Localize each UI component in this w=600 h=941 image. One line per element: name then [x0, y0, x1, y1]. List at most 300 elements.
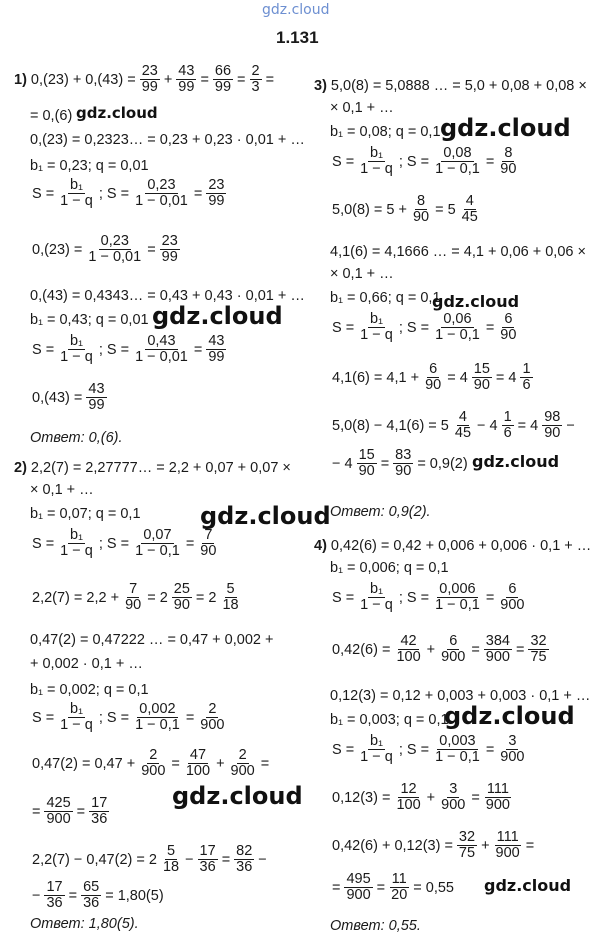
- denominator: 100: [396, 649, 421, 665]
- fraction: [44, 796, 72, 827]
- p4-line-1: [312, 538, 593, 554]
- numerator: 1: [503, 409, 512, 425]
- denominator: 90: [425, 377, 442, 393]
- p2-line-2: × 0,1 + …: [30, 482, 94, 498]
- fraction: [484, 782, 512, 813]
- numerator: 495: [346, 871, 371, 887]
- p3-number: 3): [314, 78, 327, 94]
- numerator: 47: [189, 747, 207, 763]
- p1-line-10: [30, 382, 109, 413]
- fraction: [433, 582, 482, 613]
- expr: = 5: [435, 201, 456, 218]
- fraction: [357, 448, 377, 479]
- equals-sign: =: [237, 71, 246, 88]
- expr: − 4: [477, 417, 498, 434]
- fraction: [498, 312, 518, 343]
- numerator: 17: [199, 843, 216, 859]
- denominator: 36: [236, 859, 253, 875]
- p1-line-6: [30, 234, 182, 265]
- sum-label: ; S =: [398, 589, 430, 606]
- p1-sum-formula-2: [30, 334, 228, 365]
- denominator: 1 − 0,1: [135, 543, 180, 559]
- fraction: [176, 64, 196, 95]
- numerator: 384: [485, 633, 510, 649]
- p4-answer: Ответ: 0,55.: [330, 918, 421, 934]
- expr: =: [332, 879, 341, 896]
- denominator: 6: [503, 425, 512, 441]
- equals-sign: =: [185, 535, 195, 552]
- denominator: 99: [161, 249, 178, 265]
- numerator: 0,003: [439, 733, 476, 749]
- p2-line-8: b₁ = 0,002; q = 0,1: [30, 682, 149, 698]
- fraction: [528, 634, 548, 665]
- p4-line-8: [330, 782, 514, 813]
- p1-line-8: b₁ = 0,43; q = 0,01: [30, 312, 149, 328]
- equals-sign: =: [193, 341, 203, 358]
- fraction: [344, 872, 372, 903]
- expr: =: [525, 837, 535, 854]
- denominator: 36: [91, 811, 108, 827]
- fraction: [86, 382, 106, 413]
- denominator: 1 − q: [60, 717, 93, 733]
- numerator: 23: [141, 63, 158, 79]
- numerator: 23: [208, 177, 225, 193]
- p1-line-3: 0,(23) = 0,2323… = 0,23 + 0,23 · 0,01 + …: [30, 132, 305, 148]
- numerator: 0,07: [143, 527, 172, 543]
- p2-line-11: [30, 796, 111, 827]
- fraction: [494, 830, 522, 861]
- denominator: 900: [500, 597, 525, 613]
- denominator: 1 − 0,1: [435, 749, 480, 765]
- numerator: b₁: [70, 527, 83, 543]
- equals-sign: =: [193, 185, 203, 202]
- header-watermark: gdz.cloud: [262, 2, 330, 18]
- expr: +: [481, 837, 490, 854]
- fraction: [389, 872, 409, 903]
- expr: =: [221, 851, 231, 868]
- fraction: [453, 410, 473, 441]
- expr: 2,2(7) = 2,2 +: [32, 589, 120, 606]
- sum-label: ; S =: [98, 535, 130, 552]
- fraction: [213, 64, 233, 95]
- p1-line-2: = 0,(6): [30, 108, 73, 124]
- sum-label: S =: [32, 535, 55, 552]
- equals-sign: =: [200, 71, 209, 88]
- p3-line-2: × 0,1 + …: [330, 100, 394, 116]
- numerator: 1: [522, 361, 531, 377]
- denominator: 900: [485, 797, 510, 813]
- sum-label: S =: [32, 341, 55, 358]
- fraction: [502, 410, 514, 441]
- sum-label: ; S =: [398, 741, 430, 758]
- numerator: 17: [46, 879, 63, 895]
- expr: −: [185, 851, 194, 868]
- numerator: b₁: [370, 311, 383, 327]
- fraction: [358, 146, 395, 177]
- equals-sign: =: [147, 241, 156, 258]
- expr: = 4: [447, 369, 468, 386]
- expr: − 4: [332, 455, 353, 472]
- fraction: [133, 528, 182, 559]
- fraction: [206, 178, 226, 209]
- p2-answer: Ответ: 1,80(5).: [30, 916, 139, 932]
- p2-sum-formula-2: [30, 702, 228, 733]
- numerator: 6: [504, 311, 513, 327]
- numerator: 11: [391, 871, 407, 887]
- denominator: 1 − 0,01: [135, 193, 188, 209]
- numerator: 2: [238, 747, 247, 763]
- denominator: 18: [162, 859, 180, 875]
- denominator: 1 − q: [360, 327, 393, 343]
- numerator: 17: [91, 795, 108, 811]
- numerator: 12: [400, 781, 417, 797]
- numerator: 43: [88, 381, 105, 397]
- expr: −: [566, 417, 575, 434]
- denominator: 99: [88, 397, 105, 413]
- fraction: [520, 362, 532, 393]
- fraction: [358, 734, 395, 765]
- p4-sum-formula-1: [330, 582, 528, 613]
- equals-sign: =: [485, 153, 495, 170]
- fraction: [206, 334, 226, 365]
- denominator: 900: [441, 797, 466, 813]
- denominator: 1 − 0,01: [88, 249, 142, 265]
- numerator: 83: [395, 447, 412, 463]
- exercise-number: 1.131: [276, 28, 319, 47]
- fraction: [411, 194, 431, 225]
- sum-label: S =: [32, 185, 55, 202]
- numerator: 0,002: [139, 701, 176, 717]
- expr: = 2: [195, 589, 217, 606]
- p3-line-5: [330, 194, 482, 225]
- expr: 5,0(8) = 5 +: [332, 201, 407, 218]
- denominator: 90: [200, 543, 217, 559]
- expr: 5,0(8) = 5,0888 … = 5,0 + 0,08 + 0,08 ×: [330, 78, 587, 94]
- denominator: 900: [495, 845, 520, 861]
- expr: = 4: [495, 369, 517, 386]
- expr: −: [32, 887, 41, 904]
- fraction: [433, 734, 482, 765]
- denominator: 1 − 0,1: [435, 597, 480, 613]
- denominator: 99: [208, 349, 225, 365]
- p1-line-7: 0,(43) = 0,4343… = 0,43 + 0,43 · 0,01 + …: [30, 288, 305, 304]
- fraction: [358, 582, 395, 613]
- p2-line-5: [30, 582, 243, 613]
- fraction: [123, 582, 143, 613]
- denominator: 900: [441, 649, 466, 665]
- fraction: [81, 880, 101, 911]
- p2-line-1: [12, 460, 293, 476]
- denominator: 1 − q: [360, 161, 393, 177]
- numerator: 2: [251, 63, 260, 79]
- numerator: 15: [473, 361, 490, 377]
- denominator: 900: [141, 763, 166, 779]
- fraction: [484, 634, 512, 665]
- expr: = 0,9(2): [417, 455, 468, 472]
- expr: 0,(43) =: [32, 389, 83, 406]
- p4-line-6: b₁ = 0,003; q = 0,1: [330, 712, 449, 728]
- p4-line-2: b₁ = 0,006; q = 0,1: [330, 560, 449, 576]
- denominator: 99: [178, 79, 195, 95]
- denominator: 90: [500, 161, 517, 177]
- numerator: 2: [208, 701, 217, 717]
- plus-sign: +: [163, 71, 173, 88]
- expr: = 1,80(5): [105, 887, 164, 904]
- p3-line-11: [330, 410, 577, 441]
- expr: =: [260, 755, 270, 772]
- expr: −: [258, 851, 267, 868]
- denominator: 90: [544, 425, 561, 441]
- fraction: [394, 634, 422, 665]
- expr: =: [380, 455, 390, 472]
- sum-label: ; S =: [98, 185, 130, 202]
- numerator: 4: [458, 409, 467, 425]
- p1-expr: 0,(23) + 0,(43) =: [30, 71, 136, 88]
- fraction: [89, 796, 109, 827]
- denominator: 1 − q: [360, 597, 393, 613]
- fraction: [423, 362, 443, 393]
- fraction: [198, 528, 218, 559]
- p3-sum-formula-1: [330, 146, 520, 177]
- p4-line-4: [330, 634, 551, 665]
- expr: = 2: [147, 589, 168, 606]
- p4-line-10: [330, 872, 456, 903]
- p2-line-13: [30, 880, 166, 911]
- p3-line-6: 4,1(6) = 4,1666 … = 4,1 + 0,06 + 0,06 ×: [330, 244, 586, 260]
- numerator: b₁: [370, 733, 383, 749]
- denominator: 1 − 0,1: [135, 717, 180, 733]
- fraction: [542, 410, 562, 441]
- numerator: b₁: [370, 581, 383, 597]
- fraction: [58, 334, 95, 365]
- expr: =: [32, 803, 41, 820]
- watermark: gdz.cloud: [200, 502, 331, 530]
- fraction: [460, 194, 480, 225]
- fraction: [58, 528, 95, 559]
- numerator: 32: [458, 829, 476, 845]
- fraction: [229, 748, 257, 779]
- numerator: 23: [161, 233, 178, 249]
- watermark: gdz.cloud: [444, 702, 575, 730]
- denominator: 99: [141, 79, 158, 95]
- numerator: 6: [429, 361, 438, 377]
- denominator: 90: [395, 463, 412, 479]
- numerator: 42: [400, 633, 417, 649]
- numerator: 0,23: [147, 177, 176, 193]
- numerator: b₁: [70, 177, 83, 193]
- numerator: 3: [449, 781, 458, 797]
- numerator: 0,08: [443, 145, 472, 161]
- expr: 5,0(8) − 4,1(6) = 5: [332, 417, 449, 434]
- expr: 4,1(6) = 4,1 +: [332, 369, 420, 386]
- expr: +: [426, 641, 436, 658]
- denominator: 1 − q: [60, 193, 93, 209]
- fraction: [184, 748, 212, 779]
- fraction: [133, 702, 182, 733]
- numerator: 111: [496, 829, 519, 845]
- p1-sum-formula-1: [30, 178, 228, 209]
- p3-line-1: [312, 78, 589, 94]
- numerator: 6: [449, 633, 458, 649]
- denominator: 900: [46, 811, 71, 827]
- watermark: gdz.cloud: [440, 114, 571, 142]
- numerator: 2: [149, 747, 158, 763]
- denominator: 1 − q: [60, 349, 93, 365]
- p3-sum-formula-2: [330, 312, 520, 343]
- watermark: gdz.cloud: [472, 452, 560, 471]
- numerator: 5: [226, 581, 235, 597]
- numerator: 65: [83, 879, 100, 895]
- fraction: [133, 178, 190, 209]
- numerator: 5: [166, 843, 176, 859]
- sum-label: ; S =: [98, 341, 130, 358]
- p1-answer: Ответ: 0,(6).: [30, 430, 123, 446]
- expr: 0,42(6) + 0,12(3) =: [332, 837, 453, 854]
- p3-line-7: × 0,1 + …: [330, 266, 394, 282]
- expr: =: [471, 789, 480, 806]
- expr: =: [471, 641, 480, 658]
- denominator: 36: [199, 859, 216, 875]
- denominator: 900: [485, 649, 510, 665]
- equals-sign: =: [265, 71, 275, 88]
- sum-label: ; S =: [398, 319, 430, 336]
- expr: =: [516, 641, 525, 658]
- equals-sign: =: [485, 589, 495, 606]
- sum-label: ; S =: [398, 153, 430, 170]
- fraction: [139, 748, 167, 779]
- denominator: 99: [208, 193, 225, 209]
- denominator: 36: [46, 895, 63, 911]
- denominator: 90: [473, 377, 490, 393]
- fraction: [86, 234, 143, 265]
- denominator: 75: [530, 649, 547, 665]
- numerator: 0,06: [443, 311, 472, 327]
- p4-number: 4): [314, 538, 327, 554]
- expr: 0,42(6) = 0,42 + 0,006 + 0,006 · 0,1 + …: [330, 538, 592, 554]
- p4-sum-formula-2: [330, 734, 528, 765]
- fraction: [498, 582, 526, 613]
- denominator: 90: [412, 209, 430, 225]
- watermark: gdz.cloud: [152, 302, 283, 330]
- fraction: [393, 448, 413, 479]
- fraction: [58, 702, 95, 733]
- p2-line-10: [30, 748, 271, 779]
- sum-label: S =: [332, 319, 355, 336]
- fraction: [358, 312, 395, 343]
- watermark: gdz.cloud: [76, 104, 158, 122]
- fraction: [498, 146, 518, 177]
- denominator: 45: [454, 425, 472, 441]
- sum-label: ; S =: [98, 709, 130, 726]
- expr: = 0,55: [413, 879, 454, 896]
- expr: =: [76, 803, 86, 820]
- watermark: gdz.cloud: [432, 292, 520, 311]
- fraction: [198, 844, 218, 875]
- sum-label: S =: [332, 589, 355, 606]
- p1-line-4: b₁ = 0,23; q = 0,01: [30, 158, 149, 174]
- expr: 2,2(7) − 0,47(2) = 2: [32, 851, 157, 868]
- expr: = 4: [517, 417, 539, 434]
- p2-line-7: + 0,002 · 0,1 + …: [30, 656, 143, 672]
- fraction: [439, 634, 467, 665]
- denominator: 20: [391, 887, 408, 903]
- denominator: 90: [358, 463, 375, 479]
- numerator: 15: [358, 447, 375, 463]
- p4-line-9: [330, 830, 536, 861]
- fraction: [140, 64, 160, 95]
- numerator: 43: [208, 333, 225, 349]
- numerator: 0,43: [147, 333, 176, 349]
- expr: =: [171, 755, 180, 772]
- numerator: 32: [530, 633, 547, 649]
- expr: 0,47(2) = 0,47 +: [32, 755, 136, 772]
- numerator: 425: [46, 795, 71, 811]
- fraction: [220, 582, 240, 613]
- numerator: 25: [173, 581, 190, 597]
- p2-sum-formula-1: [30, 528, 220, 559]
- denominator: 1 − q: [60, 543, 93, 559]
- denominator: 90: [125, 597, 142, 613]
- denominator: 18: [222, 597, 239, 613]
- p2-number: 2): [14, 460, 27, 476]
- sum-label: S =: [332, 153, 355, 170]
- sum-label: S =: [332, 741, 355, 758]
- numerator: 6: [508, 581, 517, 597]
- fraction: [433, 312, 482, 343]
- fraction: [439, 782, 467, 813]
- denominator: 100: [185, 763, 211, 779]
- numerator: 82: [236, 843, 253, 859]
- denominator: 3: [251, 79, 260, 95]
- fraction: [250, 64, 262, 95]
- denominator: 100: [396, 797, 421, 813]
- expr: 0,(23) =: [32, 241, 83, 258]
- denominator: 90: [173, 597, 190, 613]
- fraction: [234, 844, 254, 875]
- fraction: [160, 234, 180, 265]
- numerator: 43: [178, 63, 195, 79]
- denominator: 1 − 0,1: [435, 161, 480, 177]
- fraction: [133, 334, 190, 365]
- p3-line-12: [330, 448, 470, 479]
- equals-sign: =: [485, 319, 495, 336]
- p1-line-1: [12, 64, 276, 95]
- denominator: 6: [522, 377, 531, 393]
- equals-sign: =: [185, 709, 195, 726]
- numerator: 111: [486, 781, 509, 797]
- numerator: 66: [214, 63, 232, 79]
- expr: =: [68, 887, 78, 904]
- p2-line-3: b₁ = 0,07; q = 0,1: [30, 506, 141, 522]
- numerator: b₁: [370, 145, 383, 161]
- denominator: 75: [458, 845, 476, 861]
- fraction: [498, 734, 526, 765]
- denominator: 1 − 0,01: [135, 349, 188, 365]
- denominator: 1 − q: [360, 749, 393, 765]
- fraction: [172, 582, 192, 613]
- numerator: 8: [417, 193, 426, 209]
- fraction: [457, 830, 477, 861]
- expr: 0,12(3) =: [332, 789, 391, 806]
- numerator: 7: [204, 527, 213, 543]
- fraction: [44, 880, 64, 911]
- numerator: 7: [129, 581, 138, 597]
- numerator: 0,23: [100, 233, 129, 249]
- sum-label: S =: [32, 709, 55, 726]
- denominator: 1 − 0,1: [435, 327, 480, 343]
- p3-line-8: b₁ = 0,66; q = 0,1: [330, 290, 441, 306]
- numerator: 0,006: [439, 581, 476, 597]
